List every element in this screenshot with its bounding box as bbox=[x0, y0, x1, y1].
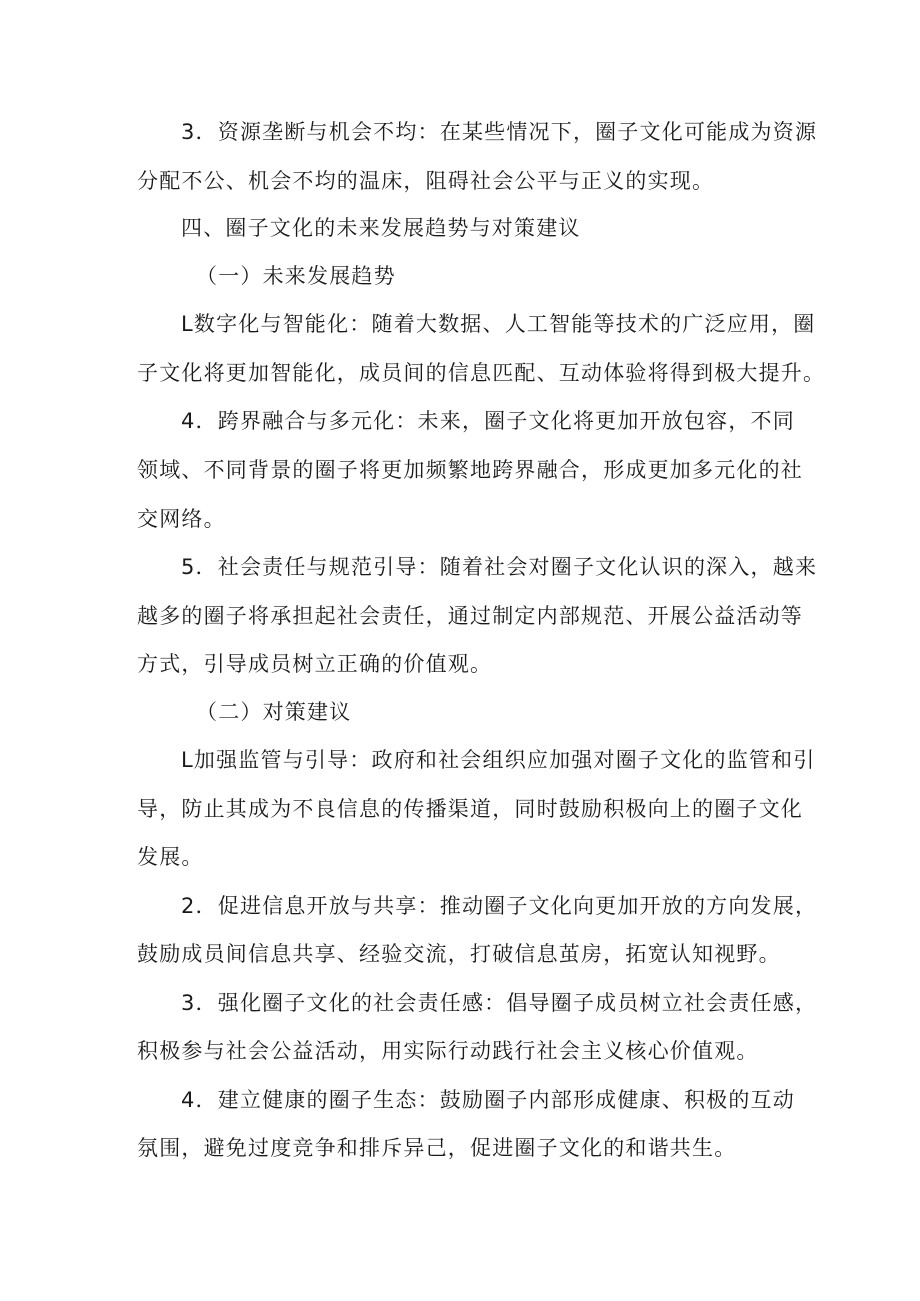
paragraph-supervision-line-1: L加强监管与引导：政府和社会组织应加强对圈子文化的监管和引 bbox=[181, 748, 816, 772]
paragraph-resource-monopoly-line-1: 3．资源垄断与机会不均：在某些情况下，圈子文化可能成为资源 bbox=[181, 120, 818, 144]
paragraph-responsibility-sense-line-2: 积极参与社会公益活动，用实际行动践行社会主义核心价值观。 bbox=[137, 1039, 759, 1063]
paragraph-responsibility-sense-line-1: 3．强化圈子文化的社会责任感：倡导圈子成员树立社会责任感， bbox=[181, 991, 818, 1015]
paragraph-information-openness-line-2: 鼓励成员间信息共享、经验交流，打破信息茧房，拓宽认知视野。 bbox=[137, 942, 781, 966]
section-heading-future-trends: 四、圈子文化的未来发展趋势与对策建议 bbox=[181, 216, 581, 240]
paragraph-cross-border-line-2: 领域、不同背景的圈子将更加频繁地跨界融合，形成更加多元化的社 bbox=[137, 458, 803, 482]
paragraph-digitalization-line-2: 子文化将更加智能化，成员间的信息匹配、互动体验将得到极大提升。 bbox=[137, 361, 826, 385]
subheading-countermeasures: （二）对策建议 bbox=[196, 700, 352, 724]
paragraph-social-responsibility-line-2: 越多的圈子将承担起社会责任，通过制定内部规范、开展公益活动等 bbox=[137, 604, 803, 628]
paragraph-healthy-ecosystem-line-1: 4．建立健康的圈子生态：鼓励圈子内部形成健康、积极的互动 bbox=[181, 1088, 795, 1112]
paragraph-cross-border-line-3: 交网络。 bbox=[137, 507, 226, 531]
paragraph-digitalization-line-1: L数字化与智能化：随着大数据、人工智能等技术的广泛应用，圈 bbox=[181, 312, 816, 336]
paragraph-social-responsibility-line-3: 方式，引导成员树立正确的价值观。 bbox=[137, 652, 493, 676]
paragraph-information-openness-line-1: 2．促进信息开放与共享：推动圈子文化向更加开放的方向发展， bbox=[181, 894, 818, 918]
paragraph-supervision-line-3: 发展。 bbox=[137, 845, 204, 869]
paragraph-supervision-line-2: 导，防止其成为不良信息的传播渠道，同时鼓励积极向上的圈子文化 bbox=[137, 797, 803, 821]
paragraph-social-responsibility-line-1: 5．社会责任与规范引导：随着社会对圈子文化认识的深入，越来 bbox=[181, 555, 818, 579]
paragraph-cross-border-line-1: 4．跨界融合与多元化：未来，圈子文化将更加开放包容，不同 bbox=[181, 409, 795, 433]
paragraph-resource-monopoly-line-2: 分配不公、机会不均的温床，阻碍社会公平与正义的实现。 bbox=[137, 169, 715, 193]
subheading-future-trends: （一）未来发展趋势 bbox=[196, 264, 396, 288]
paragraph-healthy-ecosystem-line-2: 氛围，避免过度竞争和排斥异己，促进圈子文化的和谐共生。 bbox=[137, 1136, 737, 1160]
